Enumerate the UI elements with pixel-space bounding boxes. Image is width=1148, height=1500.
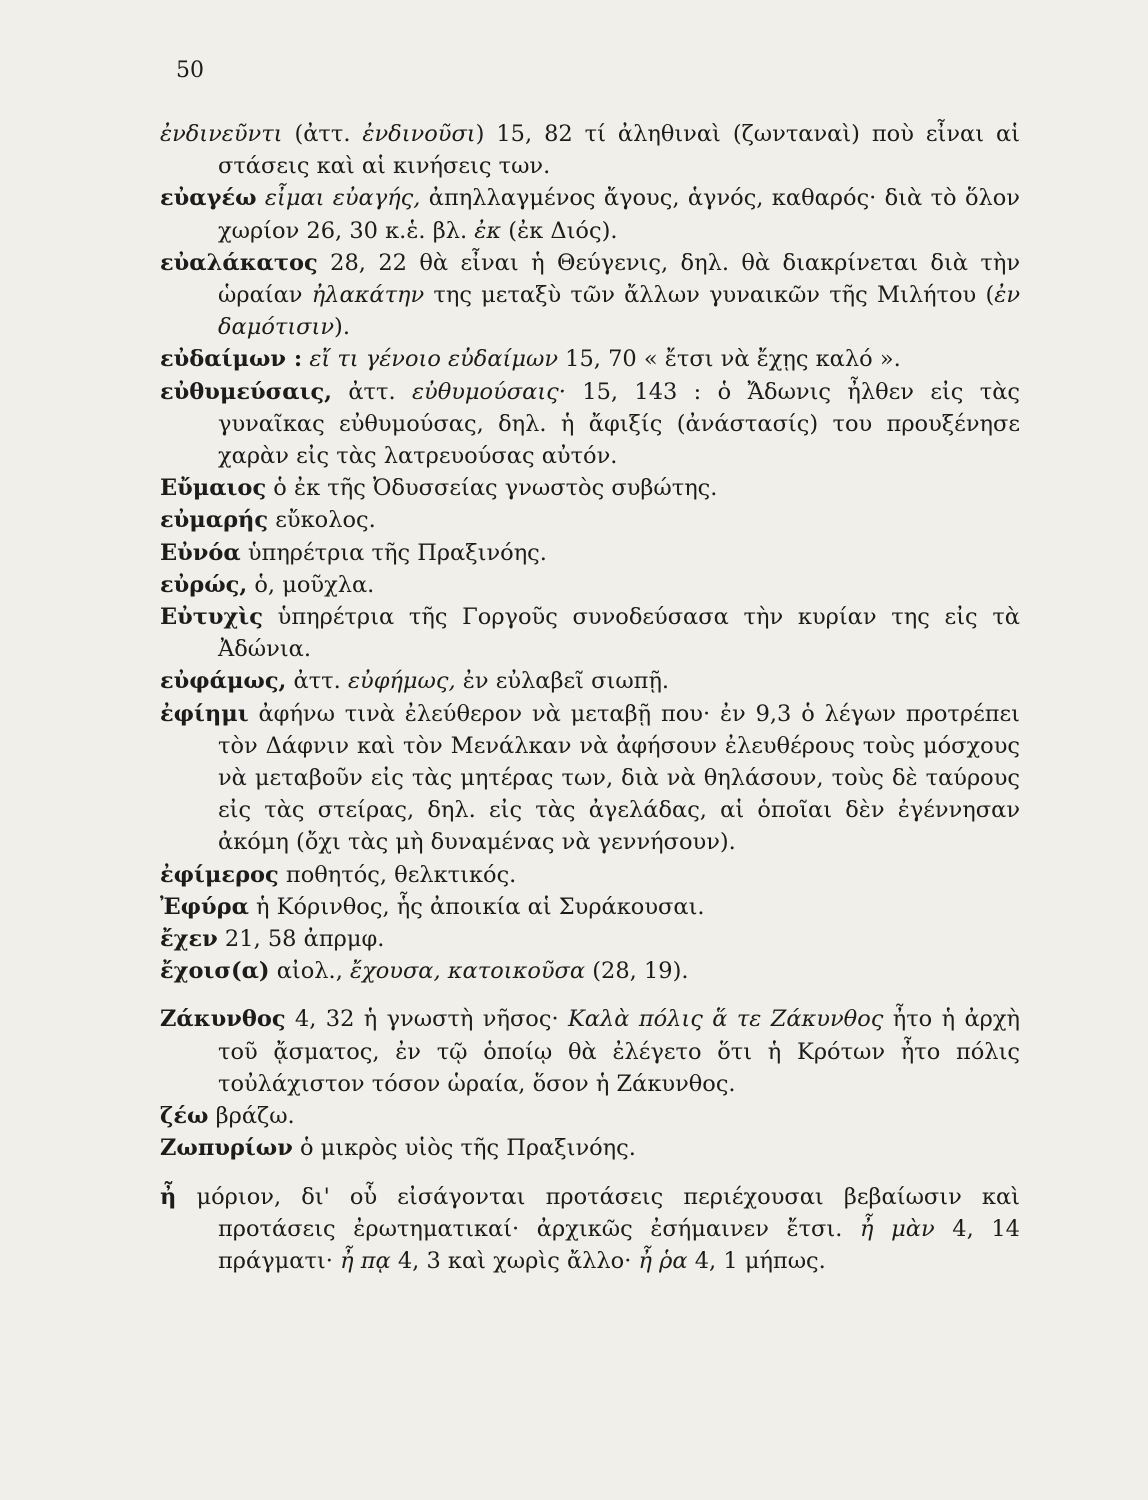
entry-headword: Εὐτυχὶς	[160, 604, 263, 631]
glossary-entry	[160, 376, 1020, 473]
entry-headword: εὐρώς,	[160, 571, 248, 598]
entry-text: ) 15, 82 τί ἀληθιναὶ (ζωνταναὶ) ποὺ εἶναι αἱ στάσεις καὶ αἱ κινήσεις των.	[218, 121, 1020, 180]
entry-text: (ἐκ Διός).	[501, 217, 618, 244]
entry-italic-text: ἐνδινεῦντι	[160, 121, 283, 147]
entry-italic-text: ἦ ῥα	[638, 1247, 688, 1274]
entry-headword: ἔχοισ(α)	[160, 958, 270, 985]
entry-text: βράζω.	[208, 1103, 295, 1130]
dictionary-entries	[160, 118, 1020, 1277]
entry-text	[257, 185, 265, 211]
entry-text: 15, 143 : ὁ Ἄδωνις ἦλθεν εἰς τὰς γυναῖκας εὐθυμούσας, δηλ. ἡ ἄφιξίς (ἀνάστασίς) του προυξένησε χαρὰν εἰς τὰς λατρευούσας αὐτόν.	[218, 378, 1021, 470]
entry-text: ἀττ.	[332, 378, 412, 405]
entry-text: ἀπηλλαγμένος ἄγους, ἁγνός, καθαρός· διὰ τὸ ὅλον χωρίον 26, 30 κ.ἑ. βλ.	[218, 185, 1020, 244]
entry-italic-text: εὐφήμως,	[347, 668, 456, 695]
glossary-entry	[160, 698, 1020, 859]
glossary-entry	[160, 343, 1020, 375]
entry-italic-text: εἴ τι γένοιο εὐδαίμων	[309, 346, 559, 373]
glossary-entry	[160, 859, 1020, 891]
entry-italic-text: εἶμαι εὐαγής,	[264, 185, 421, 212]
entry-headword: Εὔμαιος	[160, 475, 267, 502]
entry-text: ὁ μικρὸς υἱὸς τῆς Πραξινόης.	[292, 1135, 636, 1162]
entry-text: 4, 14 πράγματι·	[218, 1215, 1020, 1274]
entry-headword: Ζάκυνθος	[160, 1006, 286, 1033]
entry-text: μόριον, δι' οὗ εἰσάγονται προτάσεις περιέχουσαι βεβαίωσιν καὶ προτάσεις ἐρωτηματικαί· ἀρχικῶς ἐσήμαινεν ἔτσι.	[176, 1183, 1020, 1242]
page-number: 50	[176, 58, 204, 83]
entry-headword: ἐφίημι	[160, 700, 249, 727]
entry-headword: Ἐφύρα	[160, 893, 249, 920]
entry-text: 15, 70 « ἔτσι νὰ ἔχῃς καλό ».	[558, 346, 901, 373]
entry-italic-text: ἔχουσα, κατοικοῦσα	[350, 958, 586, 985]
entry-italic-text: ἦ πᾳ	[340, 1247, 391, 1274]
entry-headword: εὐμαρής	[160, 507, 269, 534]
entry-text: 28, 22 θὰ εἶναι ἡ Θεύγενις, δηλ. θὰ διακρίνεται διὰ τὴν ὡραίαν	[218, 249, 1020, 309]
entry-italic-text: ἦ μὰν	[860, 1215, 935, 1242]
glossary-entry	[160, 923, 1020, 955]
glossary-entry	[160, 955, 1020, 987]
entry-headword: ἔχεν	[160, 926, 218, 953]
entry-text: ἀφήνω τινὰ ἐλεύθερον νὰ μεταβῇ που· ἐν 9,3 ὁ λέγων προτρέπει τὸν Δάφνιν καὶ τὸν Μενάλκαν νὰ ἀφήσουν ἐλευθέρους τοὺς μόσχους νὰ μεταβοῦν εἰς τὰς μητέρας των, διὰ νὰ θηλάσουν, τοὺς δὲ ταύρους εἰς τὰς στείρας, δηλ. εἰς τὰς ἀγελάδας, αἱ ὁποῖαι δὲν ἐγέννησαν ἀκόμη (ὄχι τὰς μὴ δυναμένας νὰ γεννήσουν).	[218, 700, 1020, 856]
glossary-entry	[160, 1003, 1020, 1100]
entry-italic-text: ἐν δαμότισιν	[218, 282, 1021, 341]
glossary-entry	[160, 601, 1020, 665]
entry-text: εὔκολος.	[268, 507, 376, 534]
glossary-entry	[160, 1181, 1020, 1278]
entry-headword: ἦ	[160, 1183, 177, 1210]
glossary-entry	[160, 247, 1020, 344]
entry-text: ὑπηρέτρια τῆς Πραξινόης.	[240, 539, 547, 566]
entry-text: ὑπηρέτρια τῆς Γοργοῦς συνοδεύσασα τὴν κυρίαν της εἰς τὰ Ἀδώνια.	[218, 604, 1020, 663]
entry-text: ἐν εὐλαβεῖ σιωπῇ.	[455, 668, 670, 695]
glossary-entry	[160, 1132, 1020, 1164]
entry-headword: εὐθυμεύσαις,	[160, 378, 332, 405]
entry-text: ).	[334, 314, 350, 341]
entry-text: (ἀττ.	[282, 121, 363, 147]
glossary-entry	[160, 504, 1020, 536]
entry-text: ὁ ἐκ τῆς Ὀδυσσείας γνωστὸς συβώτης.	[266, 475, 718, 502]
entry-headword: εὐαλάκατος	[160, 249, 318, 276]
entry-text: ἡ Κόρινθος, ἧς ἀποικία αἱ Συράκουσαι.	[248, 893, 705, 920]
glossary-entry	[160, 537, 1020, 569]
glossary-entry	[160, 1100, 1020, 1132]
entry-text: 4, 1 μήπως.	[687, 1247, 826, 1274]
entry-italic-text: ἠλακάτην	[311, 282, 425, 309]
entry-text: της μεταξὺ τῶν ἄλλων γυναικῶν τῆς Μιλήτου (	[424, 282, 995, 309]
entry-text: (28, 19).	[585, 958, 689, 985]
entry-text: ποθητός, θελκτικός.	[278, 861, 517, 888]
glossary-entry	[160, 665, 1020, 697]
glossary-entry	[160, 182, 1020, 246]
entry-italic-text: εὐθυμούσαις·	[411, 378, 566, 405]
entry-headword: εὐφάμως,	[160, 668, 287, 695]
entry-text: 4, 32 ἡ γνωστὴ νῆσος·	[285, 1006, 568, 1033]
entry-text: αἰολ.,	[269, 958, 351, 985]
entry-text: ἦτο ἡ ἀρχὴ τοῦ ᾄσματος, ἐν τῷ ὁποίῳ θὰ ἐλέγετο ὅτι ἡ Κρότων ἦτο πόλις τοὐλάχιστον τόσον ὡραία, ὅσον ἡ Ζάκυνθος.	[218, 1006, 1020, 1097]
entry-italic-text: ἐκ	[474, 217, 502, 244]
glossary-entry	[160, 472, 1020, 504]
entry-italic-text: Καλὰ πόλις ἅ τε Ζάκυνθος	[568, 1006, 884, 1033]
entry-headword: Εὐνόα	[160, 539, 241, 566]
glossary-entry	[160, 891, 1020, 923]
entry-text: 21, 58 ἀπρμφ.	[217, 926, 385, 953]
entry-headword: Ζωπυρίων	[160, 1135, 293, 1162]
glossary-entry	[160, 569, 1020, 601]
entry-headword: ἐφίμερος	[160, 861, 279, 888]
entry-headword: ζέω	[160, 1103, 209, 1130]
entry-text: ὁ, μοῦχλα.	[247, 571, 375, 598]
entry-headword: εὐαγέω	[160, 185, 257, 212]
entry-text: 4, 3 καὶ χωρὶς ἄλλο·	[390, 1247, 639, 1274]
entry-headword: εὐδαίμων :	[160, 346, 303, 373]
entry-text: ἀττ.	[286, 668, 348, 695]
entry-italic-text: ἐνδινοῦσι	[362, 121, 476, 147]
glossary-entry	[160, 118, 1020, 182]
